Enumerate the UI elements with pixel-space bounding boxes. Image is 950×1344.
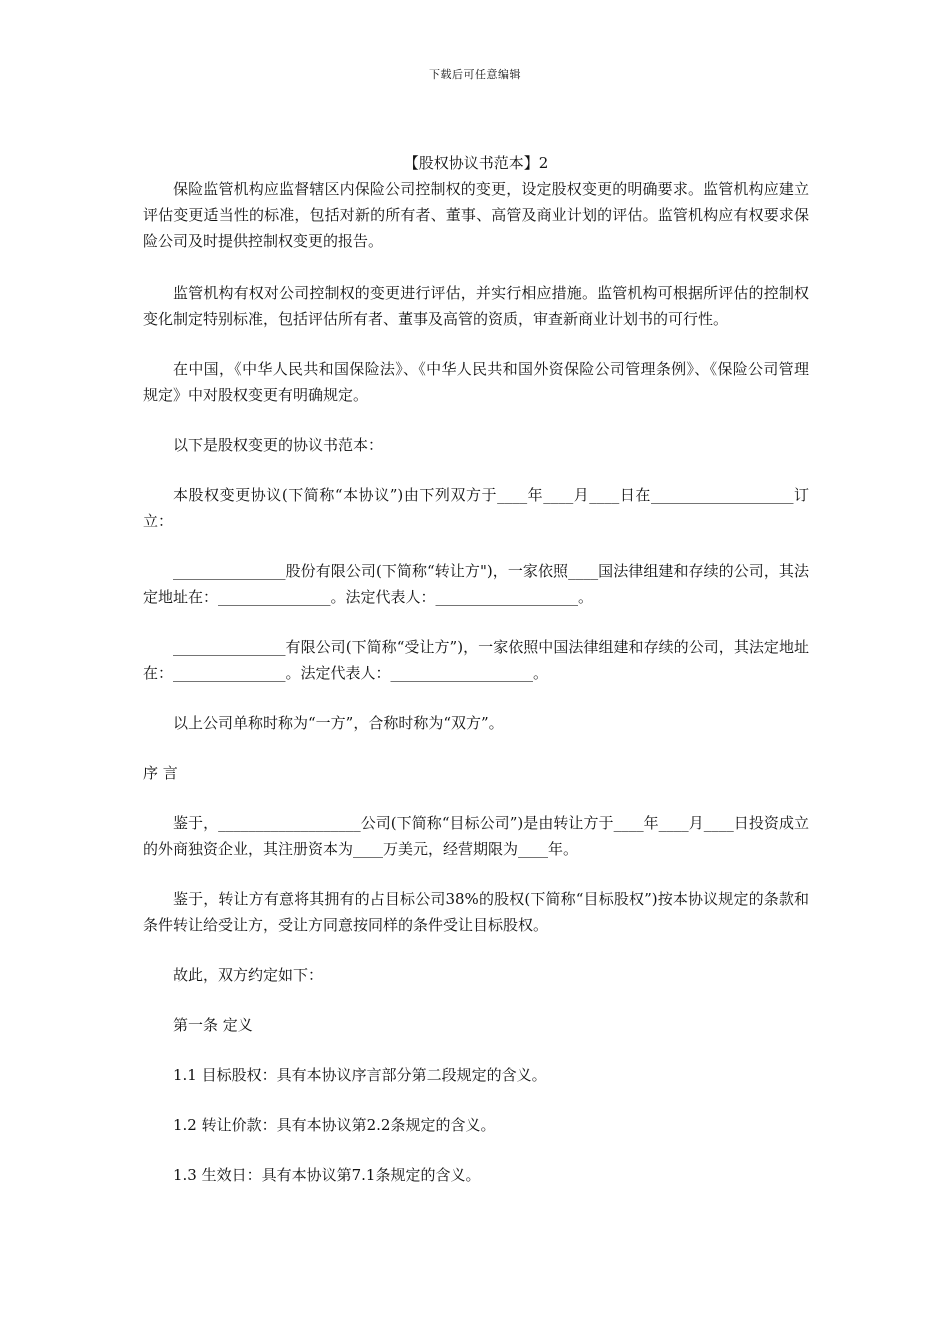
- paragraph-transferee: _______________有限公司(下简称“受让方”)，一家依照中国法律组建和存续的公司，其法定地址在：_______________。法定代表人：___________________。: [143, 638, 809, 682]
- paragraph-transferor: _______________股份有限公司(下简称“转让方")，一家依照____国法律组建和存续的公司，其法定地址在：_______________。法定代表人：___________________。: [143, 562, 809, 606]
- clause-1-2: 1.2 转让价款：具有本协议第2.2条规定的含义。: [173, 1116, 496, 1134]
- article-heading-definitions: 第一条 定义: [173, 1016, 253, 1034]
- paragraph-therefore: 故此，双方约定如下：: [173, 966, 324, 984]
- paragraph-intro-1: 保险监管机构应监督辖区内保险公司控制权的变更，设定股权变更的明确要求。监管机构应建立评估变更适当性的标准，包括对新的所有者、董事、高管及商业计划的评估。监管机构应有权要求保险公司及时提供控制权变更的报告。: [143, 180, 809, 250]
- document-title: 【股权协议书范本】2: [403, 154, 549, 172]
- paragraph-whereas-2: 鉴于，转让方有意将其拥有的占目标公司38%的股权(下简称“目标股权”)按本协议规定的条款和条件转让给受让方，受让方同意按同样的条件受让目标股权。: [143, 890, 809, 934]
- paragraph-party-definition: 以上公司单称时称为“一方”，合称时称为“双方”。: [173, 714, 504, 732]
- clause-1-1: 1.1 目标股权：具有本协议序言部分第二段规定的含义。: [173, 1066, 547, 1084]
- paragraph-agreement-date: 本股权变更协议(下简称“本协议”)由下列双方于____年____月____日在___________________订立：: [143, 486, 809, 530]
- document-body: [143, 150, 809, 1212]
- page-header-note: 下载后可任意编辑: [429, 68, 521, 81]
- paragraph-whereas-1: 鉴于，___________________公司(下简称“目标公司”)是由转让方于____年____月____日投资成立的外商独资企业，其注册资本为____万美元，经营期限为____年。: [143, 814, 809, 858]
- paragraph-template-intro: 以下是股权变更的协议书范本：: [173, 436, 384, 454]
- paragraph-laws: 在中国，《中华人民共和国保险法》、《中华人民共和国外资保险公司管理条例》、《保险公司管理规定》中对股权变更有明确规定。: [143, 360, 809, 404]
- clause-1-3: 1.3 生效日：具有本协议第7.1条规定的含义。: [173, 1166, 481, 1184]
- section-heading-preamble: 序 言: [143, 764, 178, 782]
- paragraph-intro-2: 监管机构有权对公司控制权的变更进行评估，并实行相应措施。监管机构可根据所评估的控制权变化制定特别标准，包括评估所有者、董事及高管的资质，审查新商业计划书的可行性。: [143, 284, 809, 328]
